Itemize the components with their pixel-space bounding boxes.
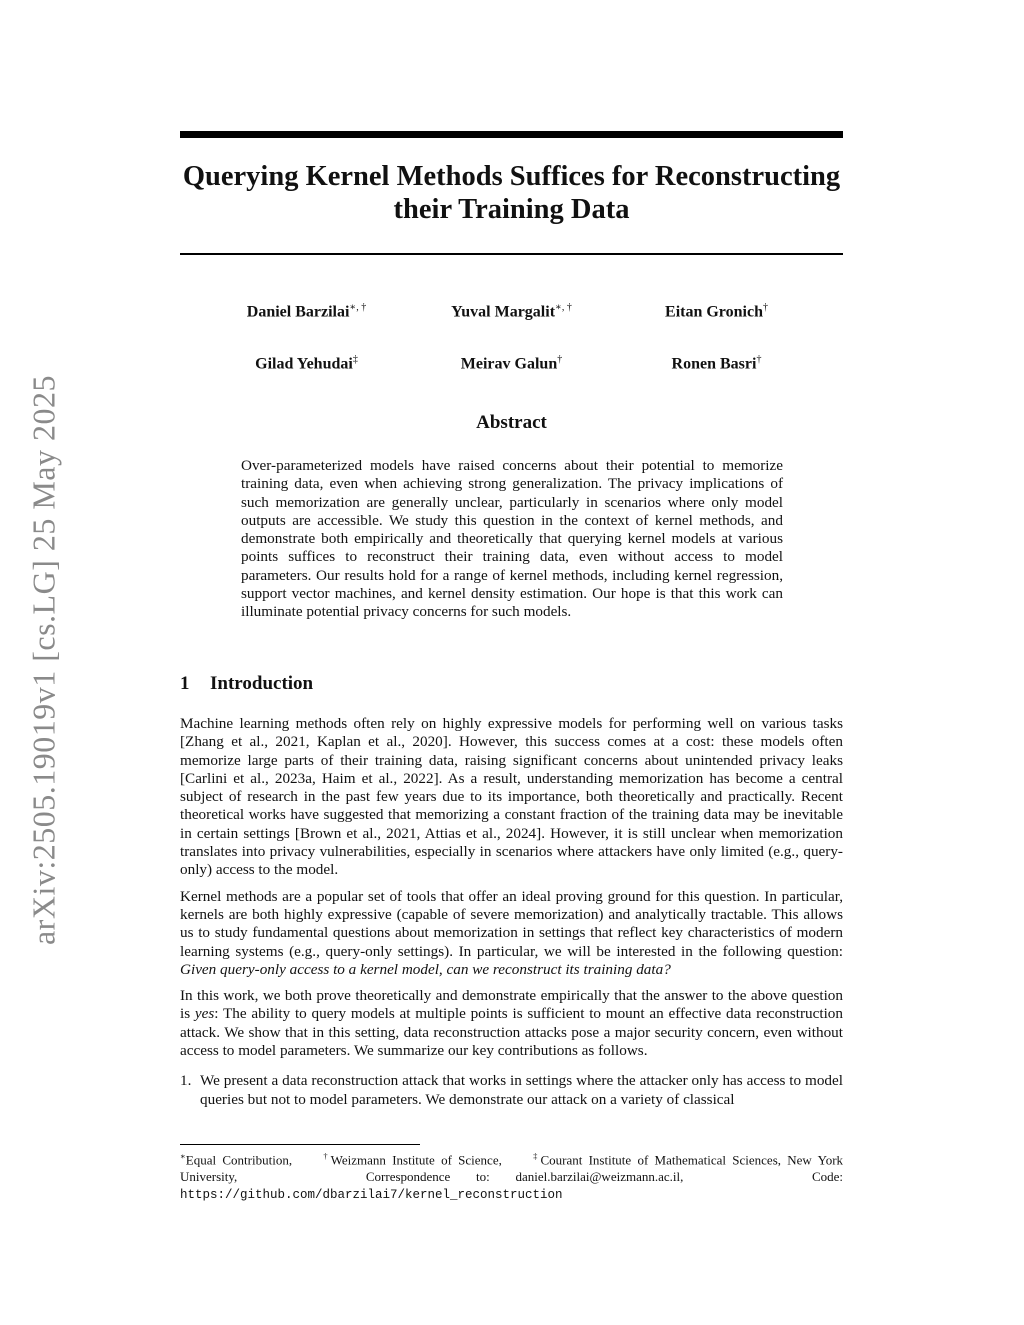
footnote-mark: † — [323, 1151, 331, 1161]
footnote-rule — [180, 1144, 420, 1145]
list-item-text: We present a data reconstruction attack that works in settings where the attacker only has access to model queries but not to model parameters. We demonstrate our attack on a variety of classical — [200, 1072, 843, 1108]
paragraph — [180, 987, 843, 1060]
footnote-mark: ∗ — [180, 1151, 186, 1161]
author-row-1 — [180, 296, 843, 324]
section-number: 1 — [180, 673, 190, 694]
author — [204, 348, 409, 376]
abstract-text: Over-parameterized models have raised concerns about their potential to memorize training data, even when achieving strong generalization. The privacy implications of such memorization are generally unclear, particularly in scenarios where only model outputs are accessible. We study this question in the context of kernel methods, and demonstrate both empirically and theoretically that querying kernel models at various points suffices to reconstruct their training data, even without access to model parameters. Our results hold for a range of kernel methods, including kernel regression, support vector machines, and kernel density estimation. Our hope is that this work can illuminate potential privacy concerns for such models. — [241, 457, 783, 621]
author-name: Gilad Yehudai — [255, 355, 353, 373]
author — [409, 296, 614, 324]
footnote — [180, 1148, 843, 1204]
footnote-mark: ‡ — [533, 1151, 541, 1161]
arxiv-stamp: arXiv:2505.19019v1 [cs.LG] 25 May 2025 — [25, 374, 62, 946]
footnote-text: Courant Institute of Mathematical Sciences, New York University, — [180, 1152, 844, 1185]
author-row-2 — [180, 348, 843, 376]
author-name: Ronen Basri — [671, 355, 757, 373]
code-link[interactable]: https://github.com/dbarzilai7/kernel_reconstruction — [180, 1188, 563, 1203]
author-affiliation-marks: ∗, † — [555, 302, 572, 313]
emphasis: yes — [194, 1005, 215, 1023]
paper-title — [180, 160, 843, 226]
author — [204, 296, 409, 324]
author-block — [180, 296, 843, 401]
author-affiliation-marks: † — [557, 354, 563, 366]
contribution-list — [180, 1072, 843, 1109]
paragraph-text: : The ability to query models at multiple points is sufficient to mount an effective data reconstruction attack. We show that in this setting, data reconstruction attacks pose a major security concern, even without access to model parameters. We summarize our key contributions as follows. — [180, 1005, 843, 1060]
title-line-1: Querying Kernel Methods Suffices for Reconstructing — [182, 161, 841, 192]
author — [409, 348, 614, 376]
section-heading — [180, 673, 313, 695]
author-name: Daniel Barzilai — [246, 303, 350, 321]
author-affiliation-marks: ‡ — [352, 354, 358, 366]
title-bottom-rule — [180, 253, 843, 255]
list-item — [180, 1072, 843, 1109]
paragraph-text: In this work, we both prove theoretically and demonstrate empirically that the answer to the above question is — [180, 987, 843, 1023]
research-question: Given query-only access to a kernel model, can we reconstruct its training data? — [180, 960, 671, 978]
author-name: Meirav Galun — [460, 355, 558, 373]
paragraph-text: Kernel methods are a popular set of tools that offer an ideal proving ground for this question. In particular, kernels are both highly expressive (capable of severe memorization) and analytically tractable. This allows us to study fundamental questions about memorization in settings that reflect key characteristics of modern learning systems (e.g., query-only settings). In particular, we will be interested in the following question: — [180, 887, 843, 960]
code-label: Code: — [811, 1169, 843, 1185]
title-line-2: their Training Data — [393, 194, 630, 225]
author-affiliation-marks: ∗, † — [349, 302, 367, 313]
list-marker: 1. — [180, 1072, 192, 1090]
section-title: Introduction — [210, 673, 314, 694]
title-top-rule — [180, 131, 843, 138]
main-body — [180, 715, 843, 1109]
paragraph: Machine learning methods often rely on highly expressive models for performing well on various tasks [Zhang et al., 2021, Kaplan et al., 2020]. However, this success comes at a cost: these models often memorize large parts of their training data, raising significant concerns about unintended privacy leaks [Carlini et al., 2023a, Haim et al., 2022]. As a result, understanding memorization has become a central subject of research in the past few years due to its importance, both theoretically and practically. Recent theoretical works have suggested that memorizing a constant fraction of the training data may be inevitable in certain settings [Brown et al., 2021, Attias et al., 2024]. However, it is still unclear when memorization translates into privacy vulnerabilities, especially in scenarios where attackers have only limited (e.g., query-only) access to the model. — [180, 715, 843, 879]
correspondence: Correspondence to: daniel.barzilai@weizmann.ac.il, — [365, 1169, 684, 1185]
author-affiliation-marks: † — [762, 302, 768, 313]
abstract-heading: Abstract — [476, 412, 547, 433]
footnote-text: Equal Contribution, — [185, 1152, 293, 1168]
author — [614, 296, 819, 324]
paragraph — [180, 888, 843, 979]
author-name: Yuval Margalit — [451, 303, 556, 321]
footnote-text: Weizmann Institute of Science, — [330, 1152, 502, 1168]
author — [614, 348, 819, 376]
author-affiliation-marks: † — [756, 354, 762, 366]
author-name: Eitan Gronich — [665, 303, 763, 321]
